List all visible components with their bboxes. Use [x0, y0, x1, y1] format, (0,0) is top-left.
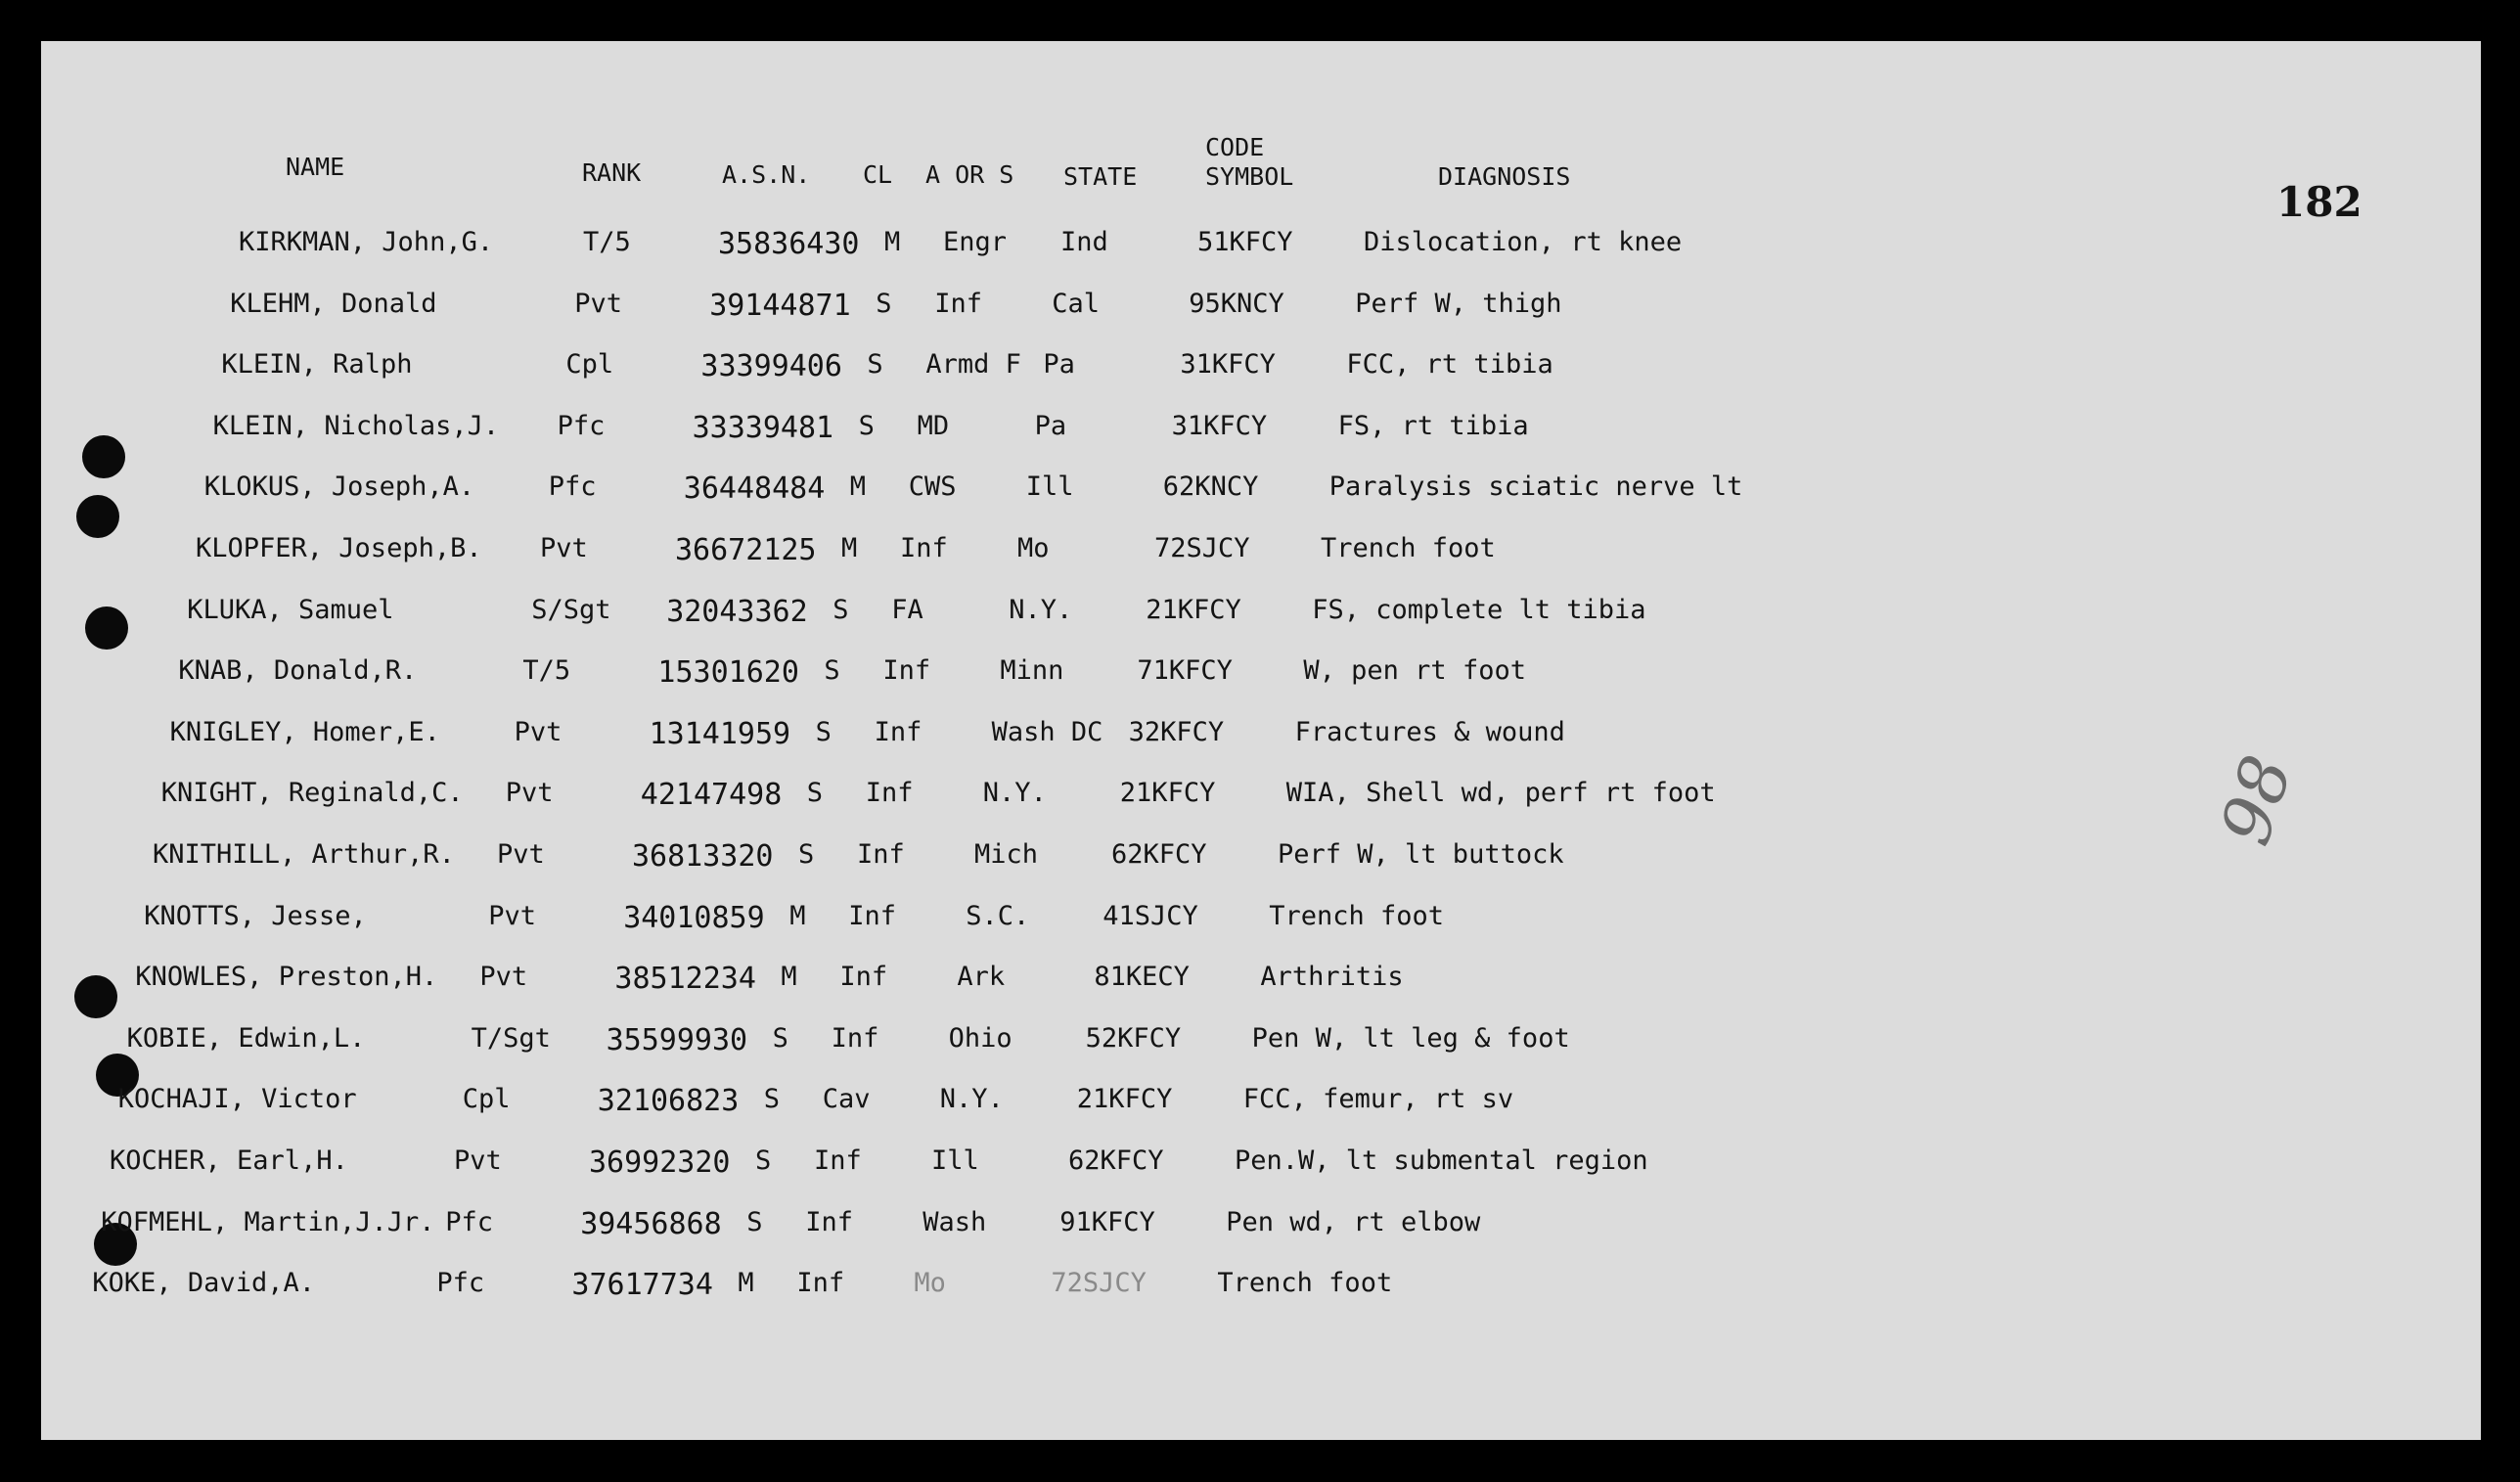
row-code-symbol: 21KFCY — [1076, 1084, 1173, 1115]
row-code-symbol: 52KFCY — [1085, 1022, 1182, 1054]
row-rank: T/5 — [583, 227, 631, 257]
punch-hole — [74, 975, 117, 1018]
row-state: S.C. — [966, 900, 1030, 931]
row-rank: Cpl — [462, 1084, 511, 1115]
table-row — [196, 533, 2054, 572]
row-diagnosis: Pen.W, lt submental region — [1235, 1145, 1648, 1176]
row-arm-or-service: Inf — [934, 288, 982, 319]
row-state: Mo — [914, 1268, 946, 1299]
table-row — [204, 472, 2063, 511]
row-state: N.Y. — [939, 1084, 1004, 1115]
row-state: N.Y. — [982, 778, 1047, 809]
row-cl: M — [781, 962, 797, 993]
header-arm: A OR S — [925, 160, 1014, 189]
row-cl: S — [772, 1022, 788, 1054]
table-row — [178, 655, 2037, 695]
table-row — [127, 1023, 1986, 1062]
row-rank: Pfc — [436, 1268, 485, 1299]
row-cl: S — [755, 1145, 772, 1176]
row-arm-or-service: FA — [891, 594, 923, 625]
row-cl: M — [841, 533, 858, 563]
row-state: Ark — [957, 962, 1006, 993]
row-rank: Pvt — [454, 1145, 502, 1176]
row-asn: 36672125 — [675, 533, 817, 567]
table-row — [239, 227, 2097, 266]
header-diagnosis: DIAGNOSIS — [1438, 162, 1571, 191]
row-diagnosis: WIA, Shell wd, perf rt foot — [1285, 778, 1716, 809]
row-diagnosis: Pen W, lt leg & foot — [1251, 1022, 1570, 1054]
row-state: Ohio — [948, 1022, 1012, 1054]
row-asn: 38512234 — [614, 962, 756, 997]
row-code-symbol: 41SJCY — [1102, 900, 1198, 931]
row-asn: 32106823 — [597, 1084, 740, 1119]
row-arm-or-service: Inf — [805, 1206, 853, 1237]
row-rank: Pvt — [514, 716, 562, 747]
row-diagnosis: Paralysis sciatic nerve lt — [1328, 472, 1743, 503]
row-diagnosis: Trench foot — [1269, 900, 1444, 931]
punch-hole — [85, 606, 128, 650]
row-cl: M — [738, 1268, 754, 1299]
row-cl: M — [884, 227, 901, 257]
row-rank: Pvt — [497, 839, 545, 870]
row-asn: 36992320 — [589, 1145, 731, 1180]
row-rank: T/Sgt — [471, 1022, 551, 1054]
row-cl: S — [876, 288, 892, 319]
row-arm-or-service: MD — [917, 410, 950, 441]
table-row — [170, 717, 2029, 756]
row-name: KLEHM, Donald — [230, 288, 437, 319]
row-cl: M — [849, 472, 867, 503]
row-cl: S — [858, 410, 875, 441]
row-code-symbol: 62KFCY — [1068, 1145, 1164, 1176]
row-state: Wash DC — [991, 716, 1103, 747]
row-state: Pa — [1043, 349, 1075, 381]
row-diagnosis: Pen wd, rt elbow — [1226, 1206, 1481, 1237]
row-cl: S — [867, 349, 883, 381]
table-row — [135, 962, 1994, 1001]
row-code-symbol: 31KFCY — [1180, 349, 1276, 381]
row-arm-or-service: Inf — [814, 1145, 862, 1176]
row-arm-or-service: Cav — [822, 1084, 871, 1115]
row-cl: S — [746, 1206, 763, 1237]
row-name: KIRKMAN, John,G. — [239, 227, 494, 257]
row-name: KLEIN, Ralph — [221, 349, 413, 381]
row-arm-or-service: Engr — [943, 227, 1008, 257]
row-code-symbol: 71KFCY — [1137, 655, 1233, 687]
row-arm-or-service: Inf — [796, 1268, 845, 1299]
row-diagnosis: FCC, rt tibia — [1346, 349, 1553, 381]
row-state: N.Y. — [1009, 594, 1073, 625]
row-state: Ill — [1025, 472, 1074, 503]
row-code-symbol: 31KFCY — [1171, 410, 1268, 441]
row-name: KNOTTS, Jesse, — [144, 900, 367, 931]
row-state: Mo — [1017, 533, 1050, 563]
row-name: KNIGLEY, Homer,E. — [169, 716, 440, 747]
header-rank: RANK — [582, 158, 642, 187]
row-asn: 34010859 — [623, 900, 765, 935]
table-row — [213, 411, 2072, 450]
row-asn: 36813320 — [632, 839, 774, 874]
row-name: KOFMEHL, Martin,J.Jr. — [101, 1206, 435, 1237]
row-asn: 35836430 — [718, 227, 860, 261]
row-code-symbol: 21KFCY — [1119, 778, 1216, 809]
row-asn: 33339481 — [692, 410, 834, 445]
column-headers — [41, 41, 2481, 237]
header-symbol: SYMBOL — [1205, 162, 1294, 191]
table-row — [118, 1084, 1977, 1123]
row-diagnosis: FCC, femur, rt sv — [1242, 1084, 1514, 1115]
row-asn: 39144871 — [709, 288, 851, 323]
row-arm-or-service: CWS — [908, 472, 957, 503]
row-name: KOBIE, Edwin,L. — [126, 1022, 366, 1054]
row-name: KLEIN, Nicholas,J. — [212, 410, 500, 441]
table-row — [161, 778, 2020, 817]
row-rank: Pvt — [479, 962, 528, 993]
row-cl: S — [806, 778, 824, 809]
row-asn: 39456868 — [580, 1206, 722, 1241]
row-arm-or-service: Inf — [874, 716, 922, 747]
row-rank: Pfc — [557, 410, 606, 441]
row-asn: 36448484 — [683, 472, 826, 507]
row-asn: 35599930 — [606, 1022, 748, 1057]
table-row — [110, 1145, 1968, 1185]
row-diagnosis: Arthritis — [1260, 962, 1404, 993]
row-name: KNIGHT, Reginald,C. — [160, 778, 464, 809]
row-arm-or-service: Armd F — [925, 349, 1021, 381]
row-code-symbol: 72SJCY — [1154, 533, 1250, 563]
row-rank: Pvt — [505, 778, 554, 809]
punch-hole — [76, 495, 119, 538]
row-rank: Pfc — [445, 1206, 493, 1237]
row-rank: Cpl — [565, 349, 614, 381]
row-state: Ind — [1060, 227, 1108, 257]
row-cl: S — [815, 716, 832, 747]
row-diagnosis: Trench foot — [1321, 533, 1496, 563]
row-code-symbol: 32KFCY — [1128, 716, 1225, 747]
row-asn: 15301620 — [657, 655, 799, 691]
row-cl: S — [798, 839, 815, 870]
row-arm-or-service: Inf — [900, 533, 948, 563]
row-code-symbol: 62KNCY — [1162, 472, 1259, 503]
row-cl: S — [824, 655, 840, 687]
table-row — [187, 595, 2046, 634]
row-cl: M — [789, 900, 806, 931]
row-code-symbol: 81KECY — [1094, 962, 1190, 993]
header-asn: A.S.N. — [722, 160, 811, 189]
row-name: KOCHAJI, Victor — [117, 1084, 357, 1115]
table-row — [92, 1268, 1951, 1307]
row-asn: 33399406 — [700, 349, 842, 384]
row-state: Pa — [1034, 410, 1067, 441]
row-arm-or-service: Inf — [831, 1022, 879, 1054]
row-name: KNOWLES, Preston,H. — [135, 962, 438, 993]
header-code: CODE — [1205, 133, 1265, 161]
table-row — [221, 349, 2080, 388]
row-arm-or-service: Inf — [857, 839, 905, 870]
row-code-symbol: 51KFCY — [1197, 227, 1293, 257]
row-code-symbol: 91KFCY — [1059, 1206, 1155, 1237]
row-arm-or-service: Inf — [848, 900, 896, 931]
row-rank: S/Sgt — [531, 594, 611, 625]
row-code-symbol: 21KFCY — [1146, 594, 1241, 625]
row-code-symbol: 72SJCY — [1051, 1268, 1147, 1299]
header-name: NAME — [286, 153, 345, 181]
row-asn: 42147498 — [640, 778, 783, 813]
row-name: KOKE, David,A. — [92, 1268, 315, 1299]
row-name: KLOKUS, Joseph,A. — [203, 472, 475, 503]
row-diagnosis: FS, complete lt tibia — [1312, 594, 1646, 625]
page-number: 182 — [2276, 178, 2362, 226]
header-state: STATE — [1063, 162, 1138, 191]
row-name: KLUKA, Samuel — [187, 594, 394, 625]
row-rank: Pvt — [488, 900, 536, 931]
row-asn: 37617734 — [571, 1268, 713, 1303]
row-state: Minn — [1000, 655, 1064, 687]
row-diagnosis: Trench foot — [1217, 1268, 1393, 1299]
row-name: KLOPFER, Joseph,B. — [196, 533, 482, 563]
row-arm-or-service: Inf — [882, 655, 931, 687]
row-diagnosis: Dislocation, rt knee — [1364, 227, 1683, 257]
row-rank: Pfc — [548, 472, 597, 503]
row-asn: 13141959 — [649, 716, 791, 751]
row-code-symbol: 95KNCY — [1189, 288, 1284, 319]
row-rank: Pvt — [574, 288, 622, 319]
document-page — [41, 41, 2481, 1440]
row-state: Cal — [1052, 288, 1100, 319]
table-row — [101, 1207, 1959, 1246]
row-name: KNITHILL, Arthur,R. — [153, 839, 455, 870]
row-rank: Pvt — [540, 533, 588, 563]
row-name: KNAB, Donald,R. — [178, 655, 418, 687]
row-rank: T/5 — [522, 655, 571, 687]
header-cl: CL — [863, 160, 893, 189]
row-state: Ill — [931, 1145, 979, 1176]
row-diagnosis: Fractures & wound — [1294, 716, 1565, 747]
row-diagnosis: W, pen rt foot — [1303, 655, 1526, 687]
row-diagnosis: Perf W, thigh — [1355, 288, 1562, 319]
row-asn: 32043362 — [666, 594, 808, 629]
row-state: Mich — [974, 839, 1039, 870]
row-diagnosis: FS, rt tibia — [1337, 410, 1529, 441]
row-cl: S — [763, 1084, 781, 1115]
row-diagnosis: Perf W, lt buttock — [1278, 839, 1564, 870]
row-cl: S — [832, 594, 849, 625]
row-arm-or-service: Inf — [839, 962, 888, 993]
table-row — [144, 901, 2002, 940]
punch-hole — [82, 435, 125, 478]
row-code-symbol: 62KFCY — [1111, 839, 1207, 870]
row-state: Wash — [922, 1206, 987, 1237]
row-arm-or-service: Inf — [865, 778, 914, 809]
table-row — [153, 839, 2011, 878]
handwritten-note: 98 — [2204, 745, 2309, 855]
table-row — [230, 289, 2089, 328]
row-name: KOCHER, Earl,H. — [110, 1145, 348, 1176]
